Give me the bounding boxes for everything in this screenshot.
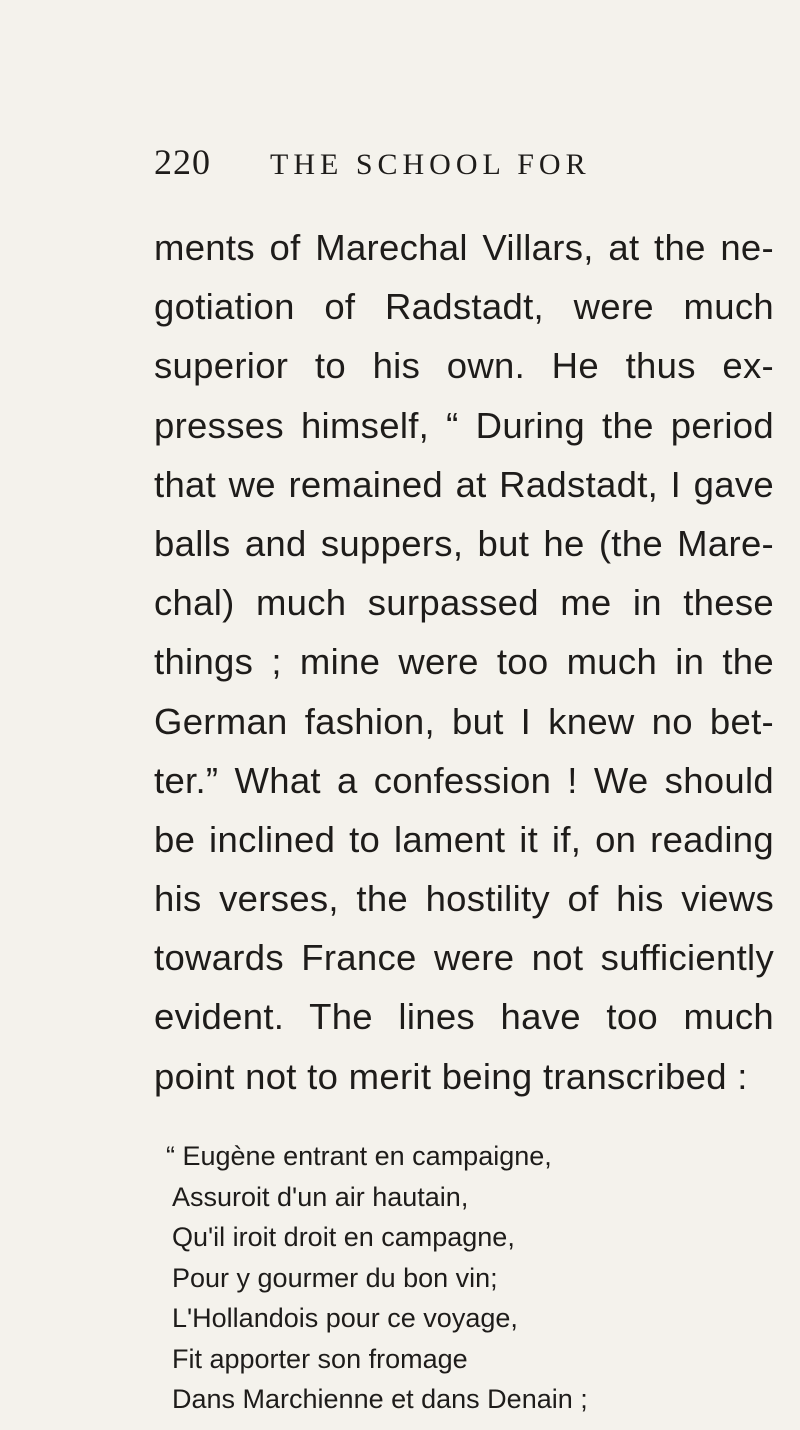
- text-line: chal) much surpassed me in these: [154, 582, 774, 624]
- verse-line: Assuroit d'un air hautain,: [172, 1181, 469, 1212]
- text-line: evident. The lines have too much: [154, 996, 774, 1038]
- text-line: things ; mine were too much in the: [154, 641, 774, 683]
- text-line: gotiation of Radstadt, were much: [154, 286, 774, 328]
- verse-line: Fit apporter son fromage: [172, 1343, 468, 1374]
- body-paragraph: [154, 218, 774, 1106]
- text-line: presses himself, “ During the period: [154, 404, 774, 446]
- text-line: ter.” What a confession ! We should: [154, 759, 774, 801]
- text-line: ments of Marechal Villars, at the ne-: [154, 227, 774, 268]
- page-number: 220: [154, 142, 211, 182]
- text-line: balls and suppers, but he (the Mare-: [154, 522, 774, 564]
- verse-line: Dans Marchienne et dans Denain ;: [172, 1384, 588, 1414]
- text-line: towards France were not sufficiently: [154, 937, 774, 979]
- verse-line: Qu'il iroit droit en campagne,: [172, 1222, 515, 1252]
- text-line: that we remained at Radstadt, I gave: [154, 463, 774, 505]
- running-head: THE SCHOOL FOR: [270, 148, 591, 181]
- text-line: superior to his own. He thus ex-: [154, 345, 774, 387]
- verse-line: Pour y gourmer du bon vin;: [172, 1262, 498, 1293]
- verse-line: L'Hollandois pour ce voyage,: [172, 1303, 518, 1333]
- verse-quotation: [166, 1136, 726, 1420]
- text-line: be inclined to lament it if, on reading: [154, 818, 774, 860]
- text-line: German fashion, but I knew no bet-: [154, 700, 774, 742]
- text-line: his verses, the hostility of his views: [154, 878, 774, 920]
- verse-line: “ Eugène entrant en campaigne,: [166, 1141, 552, 1171]
- text-line: point not to merit being transcribed :: [154, 1055, 748, 1097]
- page-header: [154, 142, 634, 192]
